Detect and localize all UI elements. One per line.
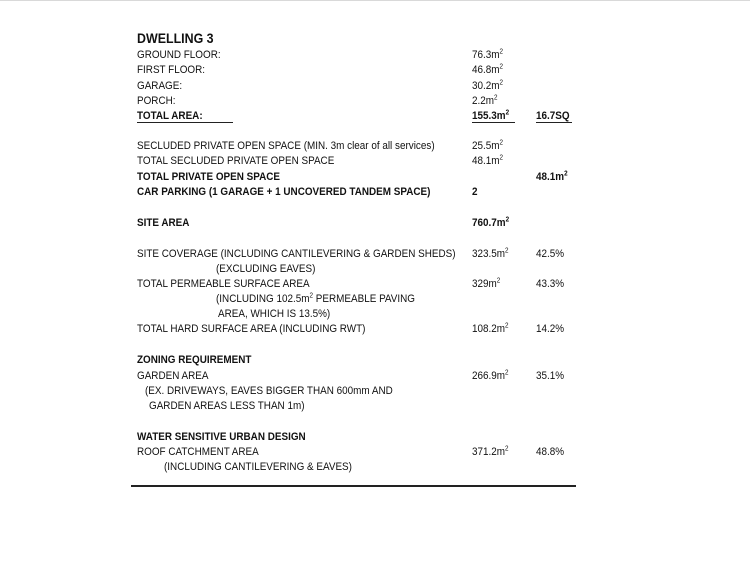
total-secluded-label: TOTAL SECLUDED PRIVATE OPEN SPACE — [137, 155, 335, 167]
roof-catchment-note: (INCLUDING CANTILEVERING & EAVES) — [164, 461, 352, 473]
secluded-open-space-label: SECLUDED PRIVATE OPEN SPACE (MIN. 3m clear of all services) — [137, 140, 435, 152]
first-floor-value: $46.8m^2$ — [472, 63, 504, 76]
bottom-rule — [131, 485, 576, 487]
zoning-heading: ZONING REQUIREMENT — [137, 354, 252, 366]
garden-area-value: $266.9m^2$ — [472, 369, 509, 382]
total-value-underline — [472, 122, 515, 123]
garden-area-note-2: GARDEN AREAS LESS THAN 1m) — [149, 400, 305, 412]
site-coverage-value: $323.5m^2$ — [472, 247, 509, 260]
garage-label: GARAGE: — [137, 80, 183, 92]
dwelling-title: DWELLING 3 — [137, 31, 214, 46]
car-parking-value: 2 — [472, 186, 478, 198]
site-area-value: $760.7m^2$ — [472, 216, 510, 229]
wsud-heading: WATER SENSITIVE URBAN DESIGN — [137, 431, 306, 443]
ground-floor-label: GROUND FLOOR: — [137, 49, 221, 61]
site-coverage-label: SITE COVERAGE (INCLUDING CANTILEVERING & GARDEN SHEDS) — [137, 248, 456, 260]
secluded-open-space-value: $25.5m^2$ — [472, 139, 504, 152]
garden-area-label: GARDEN AREA — [137, 370, 209, 382]
total-area-squares: 16.7SQ — [536, 110, 570, 122]
permeable-area-percent: 43.3% — [536, 278, 565, 290]
garden-area-percent: 35.1% — [536, 370, 565, 382]
site-coverage-note: (EXCLUDING EAVES) — [216, 263, 316, 275]
garage-value: $30.2m^2$ — [472, 79, 504, 92]
ground-floor-value: $76.3m^2$ — [472, 48, 504, 61]
total-private-open-space-value: $48.1m^2$ — [536, 170, 568, 183]
roof-catchment-value: $371.2m^2$ — [472, 445, 509, 458]
total-area-label: TOTAL AREA: — [137, 110, 203, 122]
permeable-area-value: $329m^2$ — [472, 277, 501, 290]
roof-catchment-label: ROOF CATCHMENT AREA — [137, 446, 259, 458]
porch-value: $2.2m^2$ — [472, 94, 498, 107]
total-area-value: $155.3m^2$ — [472, 109, 510, 122]
total-secluded-value: $48.1m^2$ — [472, 154, 504, 167]
garden-area-note-1: (EX. DRIVEWAYS, EAVES BIGGER THAN 600mm AND — [145, 385, 393, 397]
site-area-label: SITE AREA — [137, 217, 190, 229]
site-coverage-percent: 42.5% — [536, 248, 565, 260]
porch-label: PORCH: — [137, 95, 176, 107]
hard-surface-value: $108.2m^2$ — [472, 322, 509, 335]
total-area-underline — [137, 122, 233, 123]
car-parking-label: CAR PARKING (1 GARAGE + 1 UNCOVERED TANDEM SPACE) — [137, 186, 431, 198]
permeable-area-label: TOTAL PERMEABLE SURFACE AREA — [137, 278, 310, 290]
total-squares-underline — [536, 122, 572, 123]
permeable-area-note-2: AREA, WHICH IS 13.5%) — [218, 308, 331, 320]
total-private-open-space-label: TOTAL PRIVATE OPEN SPACE — [137, 171, 281, 183]
first-floor-label: FIRST FLOOR: — [137, 64, 206, 76]
hard-surface-label: TOTAL HARD SURFACE AREA (INCLUDING RWT) — [137, 323, 366, 335]
hard-surface-percent: 14.2% — [536, 323, 565, 335]
permeable-area-note-1: (INCLUDING $102.5m^2$ PERMEABLE PAVING — [216, 292, 416, 305]
roof-catchment-percent: 48.8% — [536, 446, 565, 458]
